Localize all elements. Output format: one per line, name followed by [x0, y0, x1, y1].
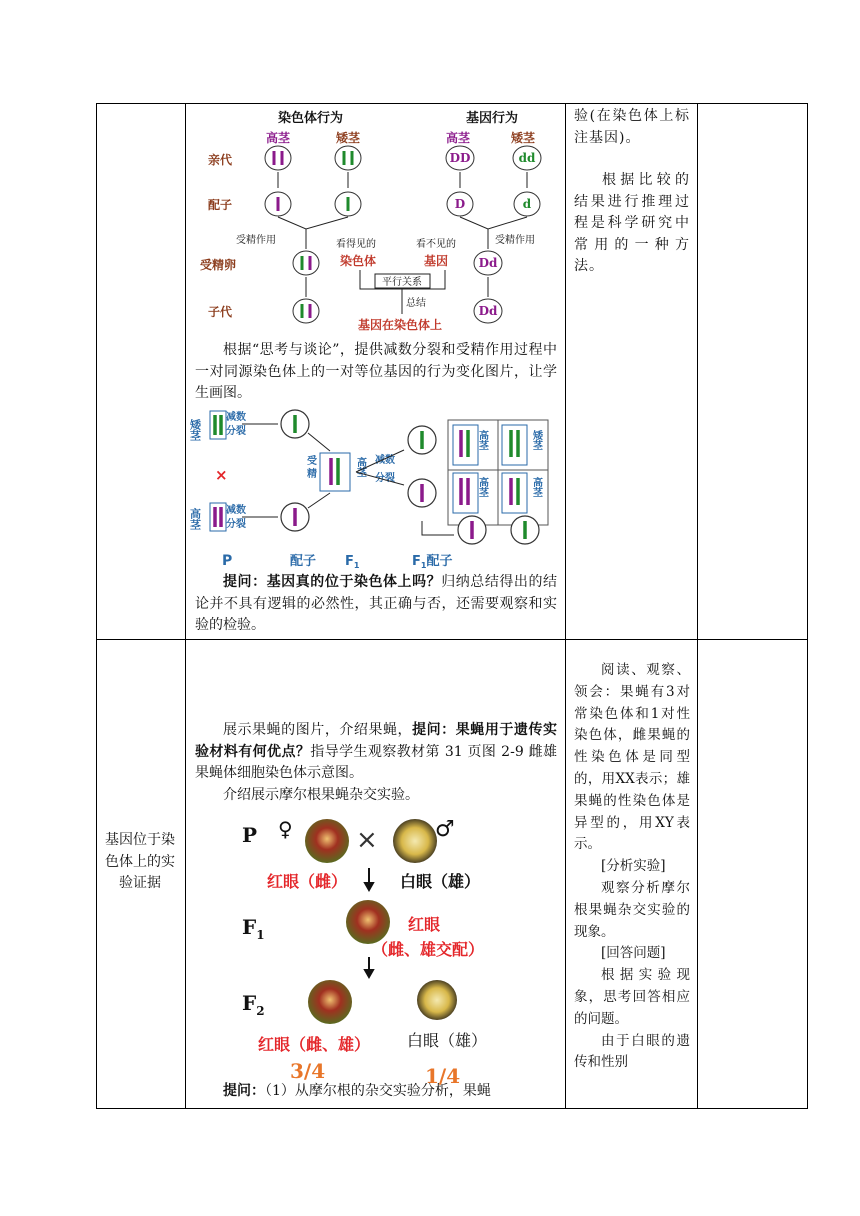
gene-DD: DD	[449, 151, 471, 165]
label-F1: $F_1$	[345, 554, 360, 570]
fertilization-right: 受精作用	[495, 235, 535, 246]
col3-p4: [回答问题]	[601, 945, 666, 962]
paragraph-text: 根据“思考与谈论”，提供减数分裂和受精作用过程中一对同源染色体上的一对等位基因的行为变化图片，让学生画图。	[195, 342, 557, 401]
col3-p5: 根据实验现象，思考回答相应的问题。	[574, 967, 690, 1027]
row2-col1	[100, 830, 180, 895]
grid-tall-2: 高茎	[476, 477, 488, 497]
meiosis-label-3b: 分裂	[375, 473, 395, 484]
label-tall-right: 高茎	[446, 131, 471, 145]
question-rest: 归纳总结得出的结论并不具有逻辑的必然性，其正确与否，还需要观察和实验的检验。	[195, 574, 558, 633]
row2-col3	[574, 660, 690, 1074]
row-zygote: 受精卵	[200, 258, 237, 272]
label-P: P	[222, 553, 233, 569]
meiosis-label-3: 减数	[375, 455, 395, 466]
tall-label: 高茎	[188, 508, 202, 530]
gene-D: D	[454, 197, 466, 211]
label-short-right: 矮茎	[511, 131, 536, 145]
white-eye-fly-P	[393, 819, 437, 863]
grid-tall-1: 高茎	[476, 430, 488, 450]
col3-p1: 阅读、观察、领会：果蝇有3对常染色体和1对性染色体，雌果蝇的性染色体是同型的，用XX表示；雄果蝇的性染色体是异型的，用XY表示。	[574, 662, 690, 853]
col-divider-1	[185, 104, 186, 1108]
invisible-label: 看不见的	[416, 239, 456, 250]
intro-question: 提问：果蝇用于遗传实验材料有何优点？	[195, 722, 558, 760]
meiosis-label-1: 减数	[226, 412, 246, 423]
f1-red-label: 红眼	[408, 915, 441, 934]
tall-f1-label: 高茎	[354, 457, 366, 477]
gene-dd: dd	[518, 151, 536, 165]
red-female-label: 红眼（雌）	[267, 872, 348, 891]
row-gamete: 配子	[208, 198, 233, 212]
red-eye-fly-F2	[308, 980, 352, 1024]
fertilization-label-a: 受	[307, 456, 317, 467]
gen-P: P	[242, 823, 258, 847]
visible-label: 看得见的	[336, 239, 376, 250]
chromosome-gene-parallel-diagram	[190, 104, 560, 336]
male-symbol: ♂	[435, 817, 455, 842]
label-short-left: 矮茎	[336, 131, 361, 145]
cross-symbol-fly: ×	[356, 825, 378, 855]
red-eye-fly-P	[305, 819, 349, 863]
fertilization-left: 受精作用	[236, 235, 276, 246]
col3-p2: [分析实验]	[601, 858, 666, 875]
intro-b: 指导学生观察教材第 31 页图 2-9 雌雄果蝇体细胞染色体示意图。	[195, 743, 557, 781]
row1-paragraph-2	[195, 572, 557, 637]
ratio-white: 1/4	[425, 1064, 461, 1088]
gene-Dd-offspring: Dd	[478, 304, 498, 318]
meiosis-fertilization-diagram	[190, 405, 560, 571]
grid-short: 矮茎	[530, 430, 542, 450]
morgan-fruitfly-cross	[230, 812, 550, 1092]
grid-tall-3: 高茎	[530, 477, 542, 497]
row1-col3	[574, 106, 690, 278]
row-divider	[97, 639, 807, 640]
gene-Dd-zygote: Dd	[478, 256, 498, 270]
section-title: 基因位于染色体上的实验证据	[105, 832, 175, 891]
question-bold: 提问：基因真的位于染色体上吗？	[223, 574, 442, 590]
ratio-red: 3/4	[290, 1059, 326, 1083]
row-offspring: 子代	[208, 305, 233, 319]
red-eye-fly-F1	[346, 900, 390, 944]
meiosis-label-1b: 分裂	[226, 426, 246, 437]
meiosis-label-2: 减数	[226, 505, 246, 516]
label-tall-left: 高茎	[266, 131, 291, 145]
label-gamete: 配子	[290, 554, 317, 569]
white-eye-fly-F2	[417, 980, 457, 1020]
col3-line1: 验(在染色体上标注基因)。	[574, 108, 690, 146]
white-male-label: 白眼（雄）	[400, 872, 481, 891]
col3-p3: 观察分析摩尔根果蝇杂交实验的现象。	[574, 879, 690, 940]
gen-F1: $F_1$	[242, 915, 265, 942]
gene-label: 基因	[424, 254, 449, 268]
col-divider-2	[565, 104, 566, 1108]
chromosome-label: 染色体	[340, 254, 377, 268]
female-symbol: ♀	[278, 817, 293, 841]
intro-morgan: 介绍展示摩尔根果蝇杂交实验。	[223, 786, 419, 803]
heading-gene-behavior: 基因行为	[466, 111, 519, 126]
question-label: 提问：	[223, 1083, 265, 1099]
f2-white-label: 白眼（雄）	[407, 1031, 488, 1050]
question-text: （1）从摩尔根的杂交实验分析，果蝇	[265, 1083, 491, 1099]
gene-d: d	[522, 197, 532, 211]
f1-cross-label: （雌、雄交配）	[372, 940, 485, 959]
row1-paragraph-1	[195, 340, 557, 405]
label-F1-gamete: $F_1$配子	[412, 554, 453, 570]
meiosis-label-2b: 分裂	[226, 519, 246, 530]
conclusion-label: 基因在染色体上	[358, 318, 443, 332]
row2-intro	[195, 720, 557, 806]
col3-p6: 由于白眼的遗传和性别	[574, 1032, 690, 1071]
fertilization-label-b: 精	[307, 469, 317, 480]
summary-label: 总结	[406, 298, 426, 309]
f2-red-label: 红眼（雌、雄）	[258, 1035, 371, 1054]
short-label: 矮茎	[188, 419, 202, 441]
row2-question	[195, 1081, 557, 1103]
cross-symbol: ×	[215, 466, 228, 484]
row-parent: 亲代	[208, 153, 233, 167]
heading-chromosome-behavior: 染色体行为	[278, 111, 344, 126]
parallel-label: 平行关系	[382, 277, 422, 288]
col3-line2: 根据比较的结果进行推理过程是科学研究中常用的一种方法。	[574, 172, 690, 274]
col-divider-3	[697, 104, 698, 1108]
intro-a: 展示果蝇的图片，介绍果蝇，	[223, 722, 413, 738]
gen-F2: $F_2$	[242, 991, 265, 1018]
